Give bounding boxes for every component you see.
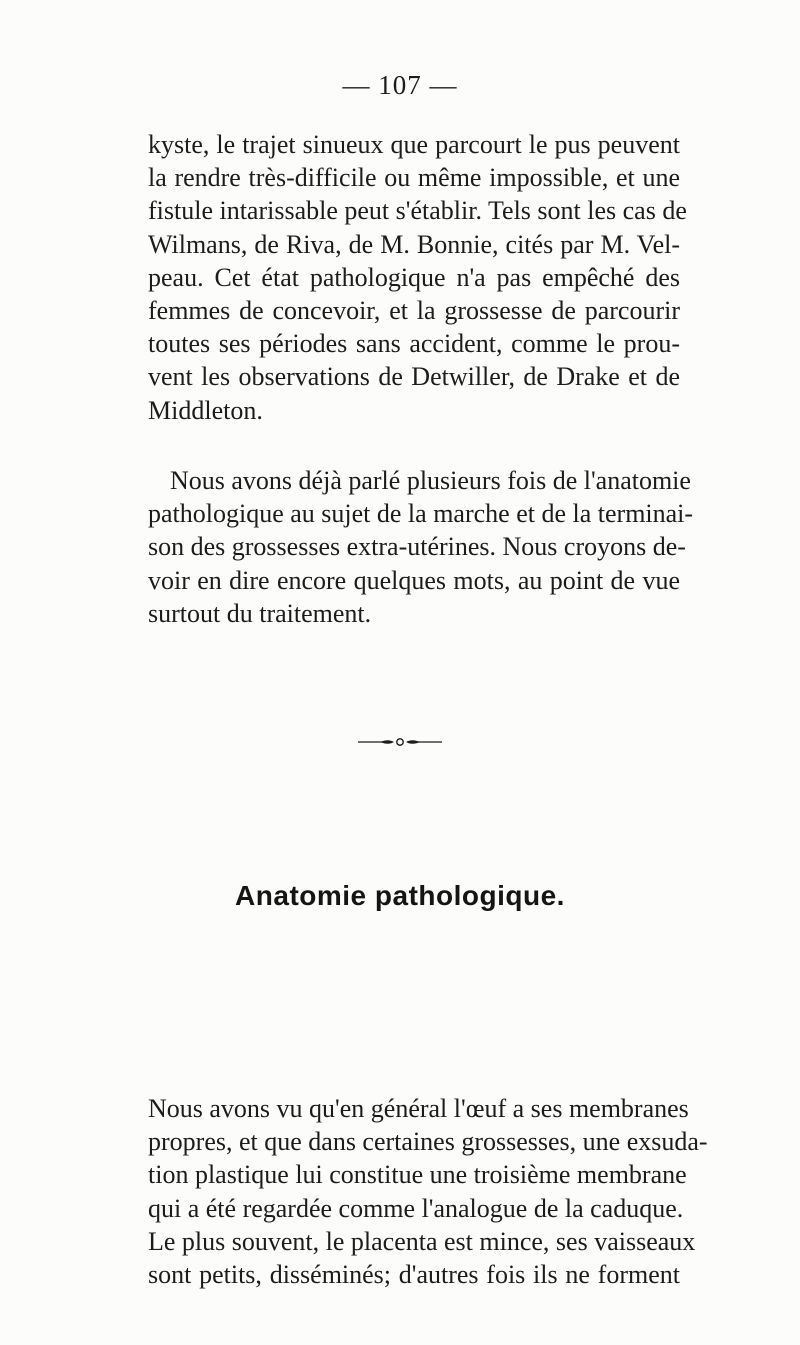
paragraph-2 (148, 464, 694, 630)
text-line: Wilmans, de Riva, de M. Bonnie, cités par M. Vel- (148, 229, 680, 259)
text-line: Nous avons vu qu'en général l'œuf a ses membranes (148, 1094, 689, 1123)
section-heading: Anatomie pathologique. (235, 880, 565, 911)
page-number: — 107 — (342, 70, 458, 100)
text-line: la rendre très-difficile ou même impossible, et une (148, 163, 680, 193)
text-line: pathologique au sujet de la marche et de la terminai- (148, 499, 694, 529)
paragraph-3 (148, 1092, 708, 1291)
text-line: son des grossesses extra-utérines. Nous croyons de- (148, 532, 686, 562)
text-line: qui a été regardée comme l'analogue de la caduque. (148, 1193, 684, 1223)
text-line: surtout du traitement. (148, 598, 372, 628)
text-line: Le plus souvent, le placenta est mince, ses vaisseaux (148, 1226, 696, 1256)
text-line: propres, et que dans certaines grossesses, une exsuda- (148, 1127, 708, 1157)
text-line: sont petits, disséminés; d'autres fois ils ne forment (148, 1260, 680, 1290)
text-line: vent les observations de Detwiller, de Drake et de (148, 362, 680, 392)
ornamental-divider-icon (350, 732, 450, 752)
text-line: kyste, le trajet sinueux que parcourt le pus peuvent (148, 130, 680, 159)
text-line: Nous avons déjà parlé plusieurs fois de l'anatomie (170, 466, 691, 495)
text-line: peau. Cet état pathologique n'a pas empêché des (148, 262, 680, 292)
text-line: tion plastique lui constitue une troisième membrane (148, 1160, 687, 1190)
text-line: fistule intarissable peut s'établir. Tels sont les cas de (148, 196, 687, 226)
text-line: toutes ses périodes sans accident, comme le prou- (148, 329, 680, 359)
text-line: voir en dire encore quelques mots, au point de vue (148, 565, 680, 595)
paragraph-1 (148, 128, 687, 427)
text-line: femmes de concevoir, et la grossesse de parcourir (148, 296, 680, 326)
text-line: Middleton. (148, 395, 263, 425)
